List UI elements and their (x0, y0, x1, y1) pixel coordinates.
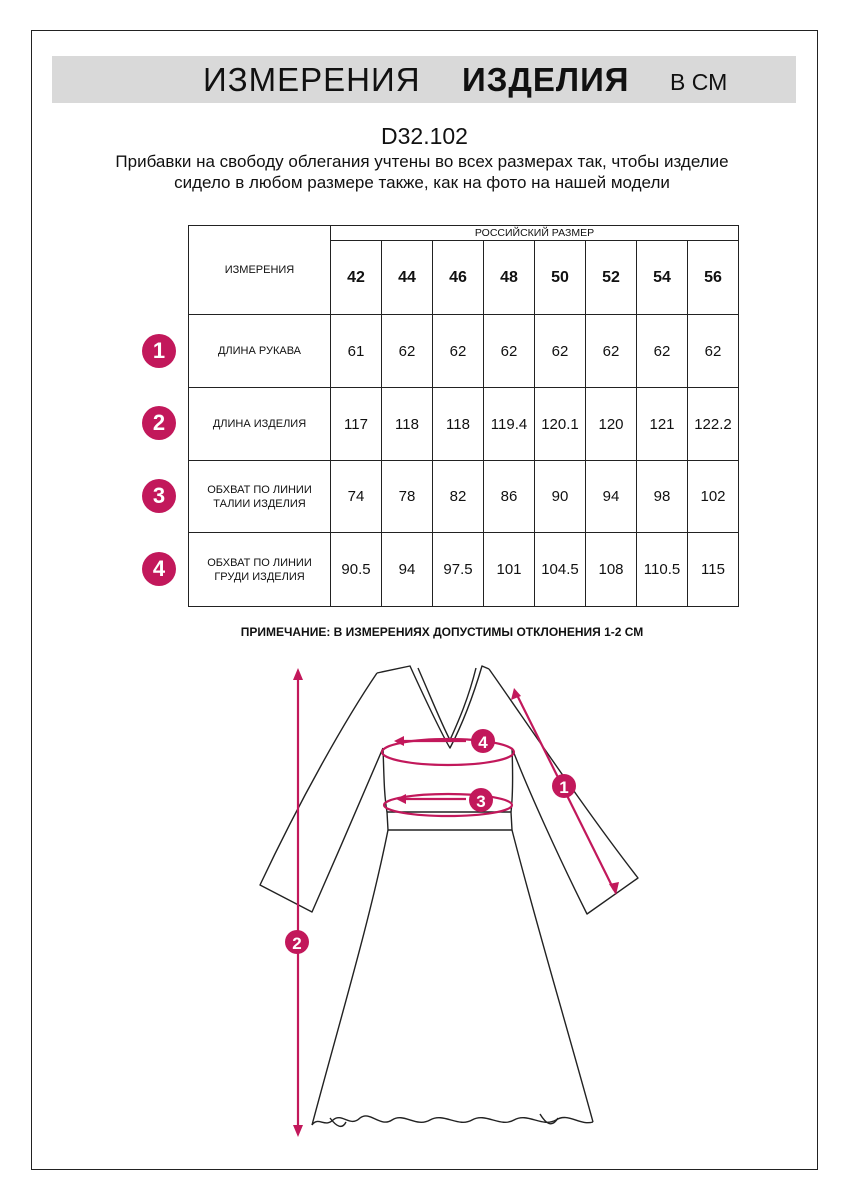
row-label: ДЛИНА ИЗДЕЛИЯ (189, 388, 331, 461)
intro-text: Прибавки на свободу облегания учтены во всех размерах так, чтобы изделие сидело в любом размере также, как на фото на нашей модели (115, 152, 729, 192)
table-cell: 62 (382, 315, 433, 388)
title-unit: В СМ (670, 69, 728, 95)
row-number-badge: 3 (142, 479, 176, 513)
marker-label: 3 (476, 792, 486, 811)
row-label: ОБХВАТ ПО ЛИНИИ ГРУДИ ИЗДЕЛИЯ (189, 533, 331, 607)
table-cell: 104.5 (535, 533, 586, 607)
measure-header: ИЗМЕРЕНИЯ (189, 226, 331, 315)
table-cell: 118 (433, 388, 484, 461)
size-header: 42 (331, 241, 382, 315)
row-number-badge: 1 (142, 334, 176, 368)
diagram-markers (285, 729, 576, 954)
dress-outline (260, 666, 638, 1126)
arrowhead (293, 1125, 303, 1137)
table-cell: 101 (484, 533, 535, 607)
measure-lines (298, 672, 614, 1133)
table-cell: 120.1 (535, 388, 586, 461)
table-cell: 62 (535, 315, 586, 388)
size-header: 46 (433, 241, 484, 315)
table-cell: 62 (637, 315, 688, 388)
table-cell: 121 (637, 388, 688, 461)
title-regular: ИЗМЕРЕНИЯ (203, 61, 421, 98)
table-cell: 110.5 (637, 533, 688, 607)
table-cell: 82 (433, 461, 484, 533)
table-cell: 119.4 (484, 388, 535, 461)
size-header: 50 (535, 241, 586, 315)
tolerance-note: ПРИМЕЧАНИЕ: В ИЗМЕРЕНИЯХ ДОПУСТИМЫ ОТКЛОНЕНИЯ 1-2 СМ (240, 625, 644, 639)
table-cell: 118 (382, 388, 433, 461)
table-cell: 108 (586, 533, 637, 607)
arrowhead (293, 668, 303, 680)
row-number-badge: 2 (142, 406, 176, 440)
product-code: D32.102 (381, 123, 468, 149)
table-cell: 62 (433, 315, 484, 388)
size-header: 52 (586, 241, 637, 315)
row-label: ДЛИНА РУКАВА (189, 315, 331, 388)
table-cell: 94 (586, 461, 637, 533)
size-header: 48 (484, 241, 535, 315)
arrowhead (396, 794, 406, 804)
table-cell: 97.5 (433, 533, 484, 607)
table-cell: 62 (688, 315, 739, 388)
table-cell: 102 (688, 461, 739, 533)
table-cell: 122.2 (688, 388, 739, 461)
table-cell: 61 (331, 315, 382, 388)
marker-label: 2 (292, 934, 302, 953)
size-header: 44 (382, 241, 433, 315)
table-cell: 98 (637, 461, 688, 533)
table-cell: 120 (586, 388, 637, 461)
table-cell: 74 (331, 461, 382, 533)
table-cell: 86 (484, 461, 535, 533)
table-cell: 94 (382, 533, 433, 607)
marker-label: 4 (478, 733, 488, 752)
row-label: ОБХВАТ ПО ЛИНИИ ТАЛИИ ИЗДЕЛИЯ (189, 461, 331, 533)
table-cell: 115 (688, 533, 739, 607)
marker-label: 1 (559, 778, 569, 797)
row-number-badge: 4 (142, 552, 176, 586)
table-cell: 62 (484, 315, 535, 388)
table-cell: 62 (586, 315, 637, 388)
size-header: 54 (637, 241, 688, 315)
table-cell: 78 (382, 461, 433, 533)
title-bold: ИЗДЕЛИЯ (462, 61, 630, 98)
size-header: 56 (688, 241, 739, 315)
table-cell: 90.5 (331, 533, 382, 607)
table-cell: 90 (535, 461, 586, 533)
size-group-header: РОССИЙСКИЙ РАЗМЕР (331, 226, 739, 241)
table-cell: 117 (331, 388, 382, 461)
